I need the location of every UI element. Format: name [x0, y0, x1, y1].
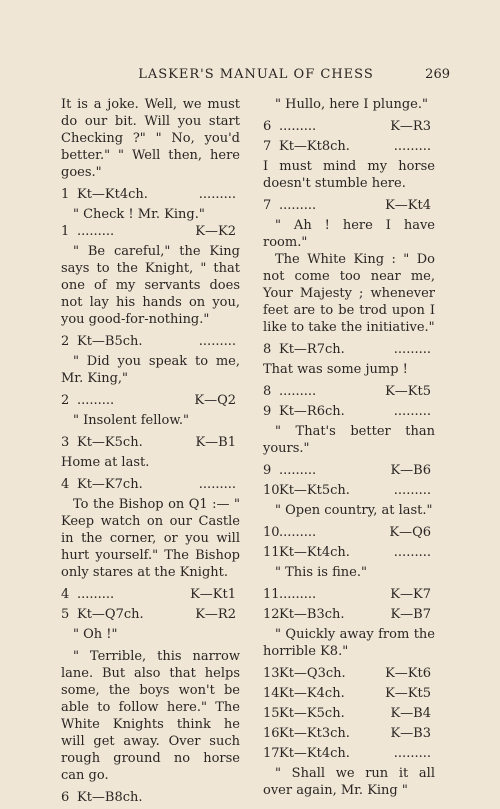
- black-move: .........: [393, 342, 431, 357]
- move-row: [263, 745, 435, 762]
- move-number: 4: [61, 477, 70, 492]
- white-move: Kt—K4ch.: [279, 686, 345, 701]
- move-number: 10: [263, 483, 280, 498]
- black-move: K—B7: [390, 607, 431, 622]
- white-move: .........: [279, 119, 317, 134]
- black-move: .........: [198, 334, 236, 349]
- black-move: K—Kt6: [385, 666, 431, 681]
- black-move: K—Kt1: [190, 587, 236, 602]
- white-move: .........: [279, 463, 317, 478]
- move-number: 14: [263, 686, 280, 701]
- white-move: Kt—K5ch.: [279, 706, 345, 721]
- move-number: 16: [263, 726, 280, 741]
- white-move: Kt—R6ch.: [279, 404, 345, 419]
- black-move: K—Kt5: [385, 686, 431, 701]
- white-move: Kt—B3ch.: [279, 607, 345, 622]
- paragraph: " This is fine.": [275, 565, 367, 580]
- white-move: .........: [279, 198, 317, 213]
- move-number: 3: [61, 435, 70, 450]
- running-title: LASKER'S MANUAL OF CHESS: [138, 67, 374, 82]
- page-header: [62, 67, 450, 85]
- move-row: [263, 482, 435, 499]
- paragraph: " Quickly away from the horrible K8.": [263, 627, 435, 659]
- paragraph: " Did you speak to me, Mr. King,": [61, 354, 240, 386]
- white-move: Kt—Kt3ch.: [279, 726, 350, 741]
- move-row: [61, 476, 240, 493]
- black-move: K—B6: [390, 463, 431, 478]
- paragraph: " Oh !": [73, 627, 118, 642]
- paragraph: I must mind my horse doesn't stumble here.: [263, 159, 435, 191]
- paragraph: " Ah ! here I have room.": [263, 218, 435, 250]
- move-row: [263, 606, 435, 623]
- white-move: .........: [77, 224, 115, 239]
- white-move: Kt—B5ch.: [77, 334, 143, 349]
- white-move: Kt—R7ch.: [279, 342, 345, 357]
- black-move: .........: [198, 187, 236, 202]
- white-move: .........: [77, 393, 115, 408]
- paragraph: " Shall we run it all over again, Mr. King ": [263, 766, 435, 798]
- move-row: [263, 705, 435, 722]
- right-column: [263, 96, 435, 804]
- move-number: 13: [263, 666, 280, 681]
- white-move: Kt—Kt5ch.: [279, 483, 350, 498]
- move-row: [263, 462, 435, 479]
- black-move: .........: [393, 139, 431, 154]
- move-number: 2: [61, 334, 70, 349]
- black-move: .........: [198, 477, 236, 492]
- paragraph: " Open country, at last.": [275, 503, 433, 518]
- move-row: [61, 333, 240, 350]
- move-row: [263, 138, 435, 155]
- white-move: Kt—K7ch.: [77, 477, 143, 492]
- move-number: 7: [263, 198, 272, 213]
- paragraph: That was some jump !: [263, 362, 408, 377]
- move-row: [263, 586, 435, 603]
- black-move: .........: [393, 746, 431, 761]
- move-row: [263, 341, 435, 358]
- move-number: 17: [263, 746, 280, 761]
- move-number: 7: [263, 139, 272, 154]
- move-row: [61, 186, 240, 203]
- white-move: Kt—Kt4ch.: [279, 746, 350, 761]
- move-number: 9: [263, 404, 272, 419]
- move-number: 5: [61, 607, 70, 622]
- white-move: Kt—K5ch.: [77, 435, 143, 450]
- black-move: K—B3: [390, 726, 431, 741]
- move-number: 6: [61, 790, 70, 805]
- move-row: [263, 197, 435, 214]
- move-row: [61, 392, 240, 409]
- move-row: [61, 789, 240, 806]
- move-number: 4: [61, 587, 70, 602]
- paragraph: " Check ! Mr. King.": [73, 207, 205, 222]
- black-move: .........: [393, 545, 431, 560]
- move-row: [61, 606, 240, 623]
- paragraph: " Hullo, here I plunge.": [275, 97, 428, 112]
- white-move: Kt—B8ch.: [77, 790, 143, 805]
- move-number: 15: [263, 706, 280, 721]
- white-move: Kt—Q7ch.: [77, 607, 144, 622]
- move-number: 11: [263, 545, 280, 560]
- move-number: 1: [61, 187, 70, 202]
- paragraph: Home at last.: [61, 455, 150, 470]
- black-move: K—Kt4: [385, 198, 431, 213]
- black-move: K—B4: [390, 706, 431, 721]
- move-row: [263, 383, 435, 400]
- white-move: .........: [279, 587, 317, 602]
- white-move: Kt—Kt4ch.: [77, 187, 148, 202]
- black-move: K—Kt5: [385, 384, 431, 399]
- black-move: .........: [393, 483, 431, 498]
- white-move: Kt—Kt4ch.: [279, 545, 350, 560]
- left-column: [61, 96, 240, 809]
- move-row: [263, 403, 435, 420]
- black-move: .........: [393, 404, 431, 419]
- paragraph: " That's better than yours.": [263, 424, 435, 456]
- move-number: 2: [61, 393, 70, 408]
- paragraph: To the Bishop on Q1 :— " Keep watch on our Castle in the corner, or you will hurt yourself." The Bishop only stares at the Knight.: [61, 497, 240, 580]
- move-row: [263, 665, 435, 682]
- white-move: .........: [279, 384, 317, 399]
- paragraph: " Insolent fellow.": [73, 413, 190, 428]
- black-move: K—Q6: [389, 525, 431, 540]
- white-move: Kt—Kt8ch.: [279, 139, 350, 154]
- page-number: 269: [425, 67, 450, 82]
- paragraph: " Be careful," the King says to the Knight, " that one of my servants does not lay his hands on you, you good-for-nothing.": [61, 244, 240, 327]
- black-move: K—R2: [195, 607, 236, 622]
- white-move: .........: [279, 525, 317, 540]
- move-number: 12: [263, 607, 280, 622]
- black-move: K—Q2: [194, 393, 236, 408]
- black-move: [169, 789, 240, 806]
- move-number: 1: [61, 224, 70, 239]
- black-move: K—B1: [195, 435, 236, 450]
- paragraph: The White King : " Do not come too near me, Your Majesty ; whenever feet are to be trod upon I like to take the initiative.": [263, 252, 435, 335]
- black-move: K—K2: [195, 224, 236, 239]
- white-move: Kt—Q3ch.: [279, 666, 346, 681]
- move-row: [263, 725, 435, 742]
- paragraph: It is a joke. Well, we must do our bit. Will you start Checking ?" " No, you'd better." " Well then, here goes.": [61, 97, 240, 180]
- move-number: 8: [263, 342, 272, 357]
- move-number: 11: [263, 587, 280, 602]
- move-number: 6: [263, 119, 272, 134]
- move-row: [263, 524, 435, 541]
- move-row: [61, 586, 240, 603]
- move-row: [263, 544, 435, 561]
- move-number: 9: [263, 463, 272, 478]
- black-move: K—K7: [390, 587, 431, 602]
- move-row: [263, 118, 435, 135]
- move-number: 10: [263, 525, 280, 540]
- move-number: 8: [263, 384, 272, 399]
- white-move: .........: [77, 587, 115, 602]
- black-move: K—R3: [390, 119, 431, 134]
- move-row: [61, 223, 240, 240]
- paragraph: " Terrible, this narrow lane. But also that helps some, the boys won't be able to follow here." The White Knights think he will get away. Over such rough ground no horse can go.: [61, 649, 240, 783]
- move-row: [61, 434, 240, 451]
- move-row: [263, 685, 435, 702]
